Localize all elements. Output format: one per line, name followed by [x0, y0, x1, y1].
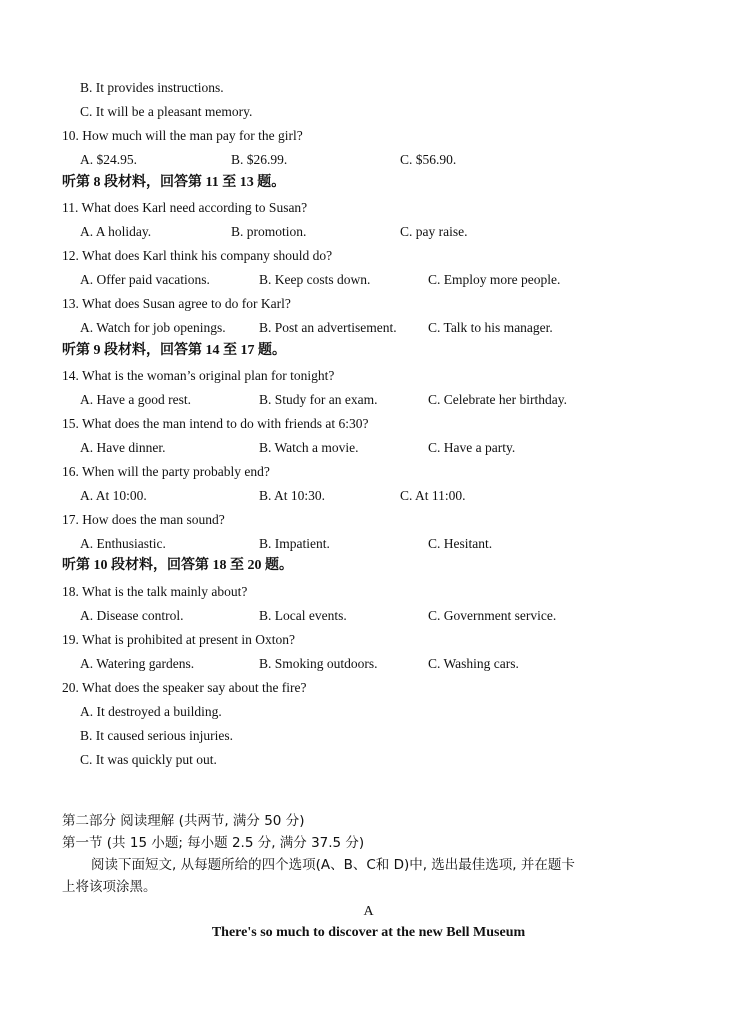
instruction-line: 阅读下面短文, 从每题所给的四个选项(A、B、C和 D)中, 选出最佳选项, 并在题卡 — [91, 857, 575, 873]
option-a: A. Offer paid vacations. — [80, 272, 210, 287]
option-b: B. Study for an exam. — [259, 392, 378, 407]
option-c: C. It will be a pleasant memory. — [80, 104, 253, 119]
option-b: B. Impatient. — [259, 536, 330, 551]
question-stem: 10. How much will the man pay for the girl? — [62, 128, 303, 143]
option-c: C. Celebrate her birthday. — [428, 392, 567, 407]
option-a: A. Watering gardens. — [80, 656, 195, 671]
question-stem: 15. What does the man intend to do with friends at 6:30? — [62, 416, 369, 431]
option-a: A. Watch for job openings. — [80, 320, 226, 335]
option-b: B. $26.99. — [231, 152, 288, 167]
question-stem: 18. What is the talk mainly about? — [62, 584, 248, 599]
option-c: C. Hesitant. — [428, 536, 493, 551]
option-c: C. Talk to his manager. — [428, 320, 553, 335]
question-stem: 13. What does Susan agree to do for Karl? — [62, 296, 291, 311]
section-header: 听第 8 段材料，回答第 11 至 13 题。 — [62, 175, 286, 190]
option-c: C. pay raise. — [400, 224, 468, 239]
section-header: 听第 9 段材料，回答第 14 至 17 题。 — [62, 343, 286, 358]
option-b: B. promotion. — [231, 224, 307, 239]
option-b: B. It caused serious injuries. — [80, 728, 233, 743]
passage-title: There's so much to discover at the new Bell Museum — [211, 925, 526, 940]
option-a: A. Disease control. — [80, 608, 184, 623]
question-stem: 19. What is prohibited at present in Oxton? — [62, 632, 295, 647]
option-a: A. Enthusiastic. — [80, 536, 166, 551]
question-stem: 11. What does Karl need according to Susan? — [62, 200, 308, 215]
option-c: C. Government service. — [428, 608, 557, 623]
option-c: C. $56.90. — [400, 152, 457, 167]
option-c: C. At 11:00. — [400, 488, 466, 503]
question-stem: 20. What does the speaker say about the fire? — [62, 680, 307, 695]
instruction-line: 上将该项涂黑。 — [62, 879, 157, 895]
option-b: B. Local events. — [259, 608, 347, 623]
option-b: B. It provides instructions. — [80, 80, 224, 95]
option-c: C. Washing cars. — [428, 656, 519, 671]
option-c: C. Have a party. — [428, 440, 516, 455]
option-a: A. Have dinner. — [80, 440, 166, 455]
question-stem: 16. When will the party probably end? — [62, 464, 270, 479]
option-a: A. At 10:00. — [80, 488, 147, 503]
passage-letter: A — [363, 904, 374, 919]
option-a: A. Have a good rest. — [80, 392, 191, 407]
option-b: B. Watch a movie. — [259, 440, 359, 455]
question-stem: 17. How does the man sound? — [62, 512, 225, 527]
option-c: C. It was quickly put out. — [80, 752, 217, 767]
question-stem: 14. What is the woman’s original plan for tonight? — [62, 368, 335, 383]
option-a: A. $24.95. — [80, 152, 137, 167]
option-a: A. It destroyed a building. — [80, 704, 222, 719]
question-stem: 12. What does Karl think his company should do? — [62, 248, 333, 263]
option-b: B. At 10:30. — [259, 488, 326, 503]
section-header: 听第 10 段材料，回答第 18 至 20 题。 — [62, 558, 293, 573]
option-b: B. Keep costs down. — [259, 272, 371, 287]
part-title: 第二部分 阅读理解 (共两节, 满分 50 分) — [62, 813, 305, 829]
option-b: B. Smoking outdoors. — [259, 656, 378, 671]
option-c: C. Employ more people. — [428, 272, 561, 287]
option-b: B. Post an advertisement. — [259, 320, 397, 335]
section-title: 第一节 (共 15 小题; 每小题 2.5 分, 满分 37.5 分) — [62, 835, 365, 851]
option-a: A. A holiday. — [80, 224, 152, 239]
